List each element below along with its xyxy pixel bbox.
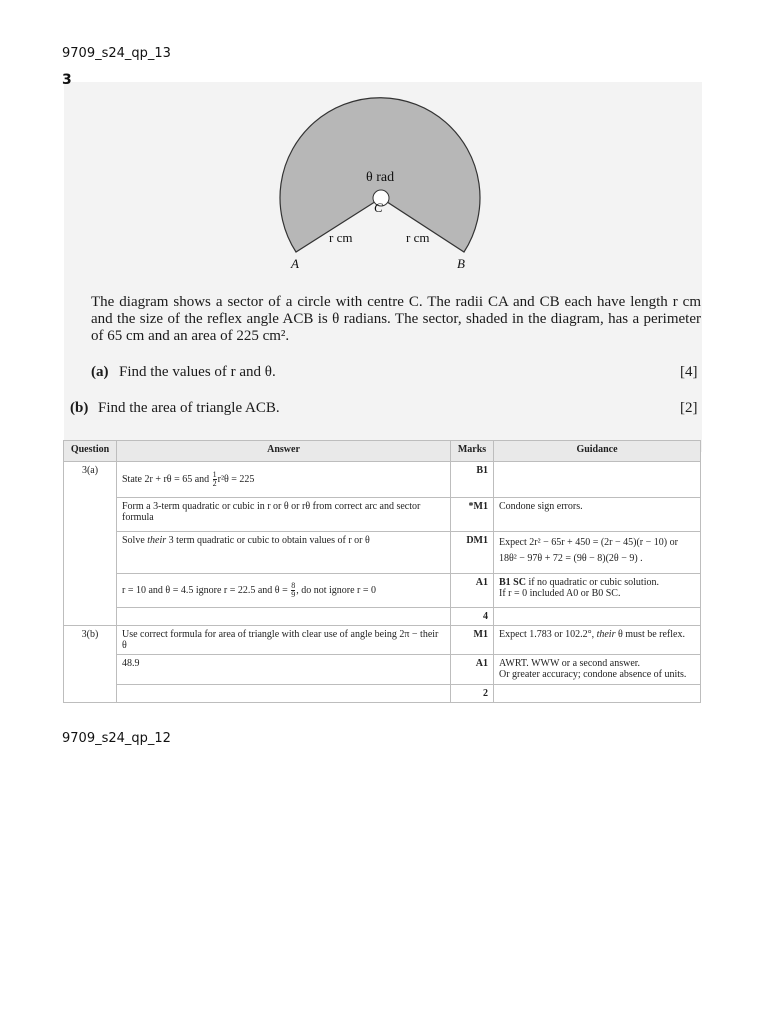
answer-emphasis: their bbox=[147, 535, 167, 546]
fraction bbox=[291, 582, 295, 599]
header-guidance: Guidance bbox=[494, 441, 701, 462]
header-question: Question bbox=[64, 441, 117, 462]
part-a-text: Find the values of r and θ. bbox=[119, 364, 276, 380]
fraction-numerator: 1 bbox=[212, 470, 217, 479]
table-row bbox=[64, 462, 701, 498]
table-row bbox=[64, 655, 701, 685]
point-b-label: B bbox=[457, 256, 465, 271]
guidance-bold: B1 SC bbox=[499, 577, 526, 588]
header-answer: Answer bbox=[117, 441, 451, 462]
sector-diagram bbox=[64, 82, 702, 282]
guidance-line: AWRT. WWW or a second answer. bbox=[499, 658, 641, 669]
answer-cell: Form a 3-term quadratic or cubic in r or θ or rθ from correct arc and sector formula bbox=[117, 498, 451, 532]
answer-text: r = 10 and θ = 4.5 ignore r = 22.5 and θ = bbox=[122, 584, 291, 596]
part-b-marks: [2] bbox=[680, 400, 698, 416]
marks-cell: B1 bbox=[451, 462, 494, 498]
guidance-cell bbox=[494, 655, 701, 685]
table-row bbox=[64, 685, 701, 703]
answer-text: , do not ignore r = 0 bbox=[296, 584, 377, 596]
question-cell-3b: 3(b) bbox=[64, 626, 117, 703]
part-a bbox=[91, 364, 276, 381]
guidance-line: Expect 2r² − 65r + 450 = (2r − 45)(r − 10) or bbox=[499, 537, 678, 548]
question-cell-3a: 3(a) bbox=[64, 462, 117, 626]
guidance-cell bbox=[494, 608, 701, 626]
paper-code-top: 9709_s24_qp_13 bbox=[62, 46, 171, 61]
fraction bbox=[213, 471, 217, 488]
fraction-numerator: 8 bbox=[291, 581, 296, 590]
answer-text: 3 term quadratic or cubic to obtain values of r or θ bbox=[166, 535, 370, 546]
angle-label: θ rad bbox=[366, 170, 395, 185]
answer-text: State 2r + rθ = 65 and bbox=[122, 473, 212, 485]
mark-scheme-table bbox=[63, 440, 701, 703]
answer-text: r²θ = 225 bbox=[217, 473, 255, 485]
answer-cell bbox=[117, 608, 451, 626]
part-b-label: (b) bbox=[70, 400, 89, 416]
answer-cell bbox=[117, 462, 451, 498]
answer-cell bbox=[117, 685, 451, 703]
table-header-row bbox=[64, 441, 701, 462]
guidance-emphasis: their bbox=[596, 629, 616, 640]
answer-cell bbox=[117, 574, 451, 608]
marks-cell: *M1 bbox=[451, 498, 494, 532]
centre-label: C bbox=[374, 200, 383, 215]
part-a-label: (a) bbox=[91, 364, 109, 380]
fraction-denominator: 9 bbox=[291, 590, 296, 599]
answer-cell: 48.9 bbox=[117, 655, 451, 685]
marks-cell: A1 bbox=[451, 574, 494, 608]
marks-cell: M1 bbox=[451, 626, 494, 655]
guidance-text: θ must be reflex. bbox=[615, 629, 685, 640]
answer-cell: Use correct formula for area of triangle with clear use of angle being 2π − their θ bbox=[117, 626, 451, 655]
table-row bbox=[64, 498, 701, 532]
marks-cell: DM1 bbox=[451, 532, 494, 574]
guidance-cell bbox=[494, 685, 701, 703]
guidance-cell bbox=[494, 574, 701, 608]
guidance-cell bbox=[494, 462, 701, 498]
point-a-label: A bbox=[291, 256, 299, 271]
guidance-line bbox=[499, 577, 695, 588]
guidance-cell: Condone sign errors. bbox=[494, 498, 701, 532]
guidance-cell bbox=[494, 532, 701, 574]
paper-code-bottom: 9709_s24_qp_12 bbox=[62, 731, 171, 746]
part-a-marks: [4] bbox=[680, 364, 698, 380]
radius-label-right: r cm bbox=[406, 230, 430, 245]
table-row bbox=[64, 608, 701, 626]
table-row bbox=[64, 626, 701, 655]
total-marks-a: 4 bbox=[451, 608, 494, 626]
guidance-line: 18θ² − 97θ + 72 = (9θ − 8)(2θ − 9) . bbox=[499, 553, 643, 564]
header-marks: Marks bbox=[451, 441, 494, 462]
table-row bbox=[64, 532, 701, 574]
part-b-text: Find the area of triangle ACB. bbox=[98, 400, 280, 416]
marks-cell: A1 bbox=[451, 655, 494, 685]
question-text: The diagram shows a sector of a circle with centre C. The radii CA and CB each have length r cm and the size of the reflex angle ACB is θ radians. The sector, shaded in the diagram, has a perimeter of 65 cm and an area of 225 cm². bbox=[91, 294, 701, 344]
total-marks-b: 2 bbox=[451, 685, 494, 703]
table-row bbox=[64, 574, 701, 608]
guidance-text: if no quadratic or cubic solution. bbox=[525, 577, 659, 588]
question-number: 3 bbox=[62, 72, 72, 88]
radius-label-left: r cm bbox=[329, 230, 353, 245]
guidance-line: Or greater accuracy; condone absence of units. bbox=[499, 669, 687, 680]
answer-text: Solve bbox=[122, 535, 148, 546]
guidance-line: If r = 0 included A0 or B0 SC. bbox=[499, 588, 621, 599]
guidance-text: Expect 1.783 or 102.2°, bbox=[499, 629, 597, 640]
fraction-denominator: 2 bbox=[212, 479, 217, 488]
answer-cell bbox=[117, 532, 451, 574]
guidance-cell bbox=[494, 626, 701, 655]
part-b bbox=[70, 400, 280, 417]
